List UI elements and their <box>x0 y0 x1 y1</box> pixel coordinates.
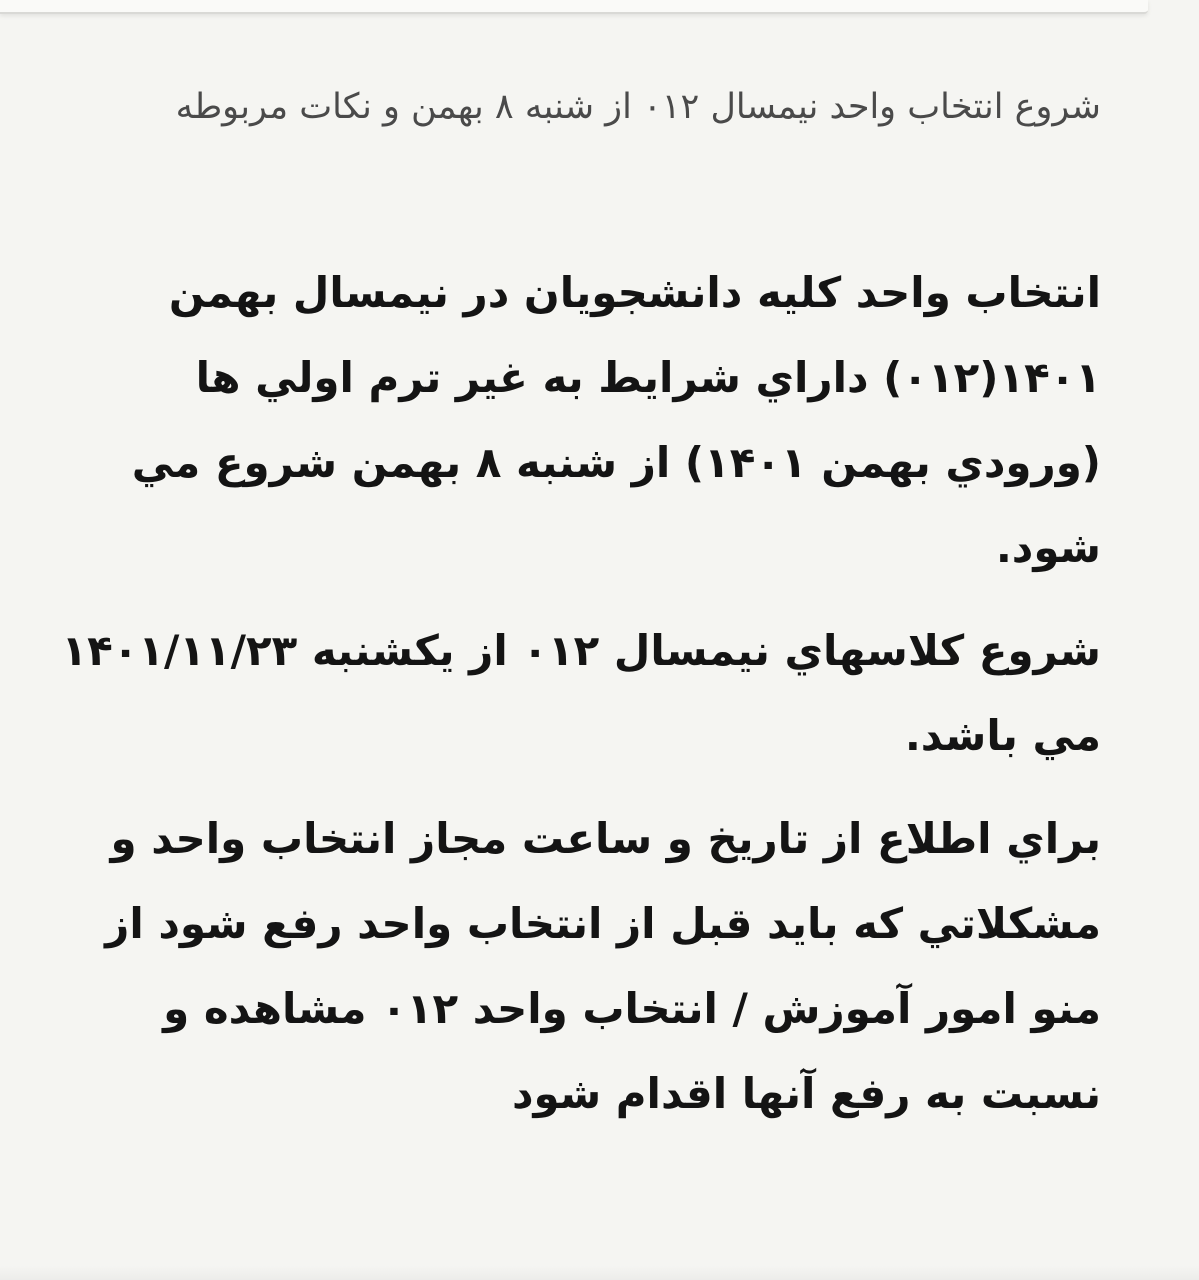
post-body <box>60 250 1101 1136</box>
post-content <box>60 72 1101 1154</box>
paragraph-instructions: براي اطلاع از تاريخ و ساعت مجاز انتخاب واحد و مشکلاتي که بايد قبل از انتخاب واحد رفع شود از منو امور آموزش / انتخاب واحد ۰۱۲ مشاهده و نسبت به رفع آنها اقدام شود <box>105 814 1101 1118</box>
paragraph-registration-start: انتخاب واحد کليه دانشجويان در نيمسال بهمن ۱۴۰۱(۰۱۲) داراي شرايط به غير ترم اولي ها (ورودي بهمن ۱۴۰۱) از شنبه ۸ بهمن شروع مي شود. <box>131 268 1101 572</box>
previous-card-edge <box>0 0 1148 14</box>
paragraph-classes-start: شروع کلاسهاي نيمسال ۰۱۲ از يکشنبه ۱۴۰۱/۱۱/۲۳ مي باشد. <box>61 626 1101 760</box>
post-subtitle: شروع انتخاب واحد نيمسال ۰۱۲ از شنبه ۸ بهمن و نکات مربوطه <box>175 87 1101 127</box>
bottom-edge <box>0 1266 1199 1280</box>
